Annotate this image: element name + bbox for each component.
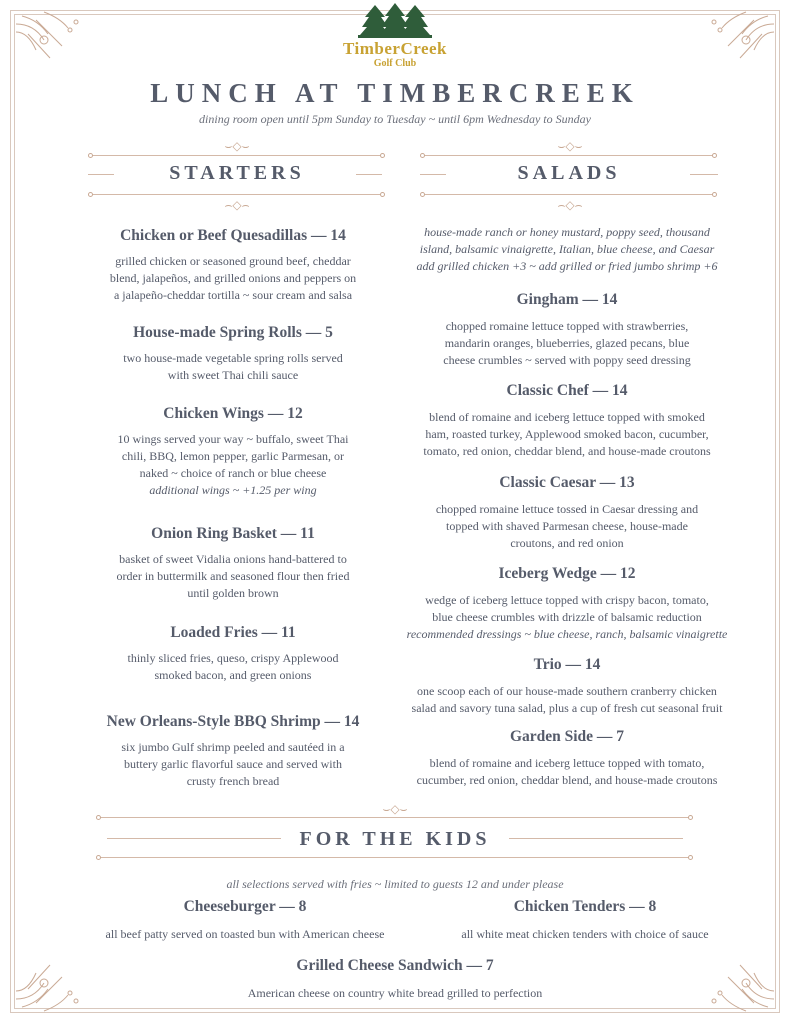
salad-name: Garden Side — 7 [509,728,625,745]
rule-dot [88,153,93,158]
kids-intro: all selections served with fries ~ limited to guests 12 and under please [226,877,564,891]
logo-line2: Golf Club [373,58,417,69]
rule-dot [688,815,693,820]
salads-rule-right [690,174,718,175]
starter-desc: 10 wings served your way ~ buffalo, sweet Thai chili, BBQ, lemon pepper, garlic Parmesan, or naked ~ choice of ranch or blue cheese additional wings ~ +1.25 per wing [117,432,349,497]
flourish-icon: ⌣◇⌣ [224,139,250,153]
rule-dot [88,192,93,197]
starter-desc: two house-made vegetable spring rolls served with sweet Thai chili sauce [123,351,343,382]
rule-dot [96,855,101,860]
tree-logo-icon [355,3,435,39]
kids-item-name: Chicken Tenders — 8 [513,898,657,915]
rule-dot [420,153,425,158]
starter-name: House-made Spring Rolls — 5 [133,324,333,341]
kids-rule-right [509,838,683,839]
salad-desc: blend of romaine and iceberg lettuce topped with smoked ham, roasted turkey, Applewood smoked bacon, cucumber, tomato, red onion, cheddar blend, and house-made croutons [423,410,711,458]
corner-ornament-bottom-left [14,953,86,1013]
salad-name: Classic Chef — 14 [506,382,628,399]
starter-desc: grilled chicken or seasoned ground beef, cheddar blend, jalapeños, and grilled onions and peppers on a jalapeño-cheddar tortilla ~ sour cream and salsa [109,254,357,302]
salads-dressing-intro: house-made ranch or honey mustard, poppy seed, thousand island, balsamic vinaigrette, Italian, blue cheese, and Caesar add grilled chicken +3 ~ add grilled or fried jumbo shrimp +6 [416,225,718,273]
starter-desc: six jumbo Gulf shrimp peeled and sautéed in a buttery garlic flavorful sauce and served with crusty french bread [121,740,345,788]
rule-dot [420,192,425,197]
starter-desc: thinly sliced fries, queso, crispy Applewood smoked bacon, and green onions [127,651,339,682]
rule-dot [712,192,717,197]
logo-line1: TimberCreek [342,39,448,58]
flourish-icon: ⌣◇⌣ [382,802,408,816]
flourish-icon: ⌢◇⌢ [224,198,250,212]
salad-desc: chopped romaine lettuce tossed in Caesar dressing and topped with shaved Parmesan cheese, house-made croutons, and red onion [435,502,699,550]
starter-name: Chicken or Beef Quesadillas — 14 [120,227,346,244]
starter-name: Chicken Wings — 12 [163,405,303,422]
page-subtitle: dining room open until 5pm Sunday to Tuesday ~ until 6pm Wednesday to Sunday [199,112,591,126]
starters-rule-top [92,155,382,156]
flourish-icon: ⌣◇⌣ [557,139,583,153]
salad-desc: blend of romaine and iceberg lettuce topped with tomato, cucumber, red onion, cheddar blend, and house-made croutons [416,756,718,787]
kids-item-name: Cheeseburger — 8 [183,898,307,915]
rule-dot [688,855,693,860]
kids-item-desc: American cheese on country white bread grilled to perfection [247,986,543,1000]
rule-dot [712,153,717,158]
salad-desc: one scoop each of our house-made southern cranberry chicken salad and savory tuna salad, plus a cup of fresh cut seasonal fruit [411,684,723,715]
kids-rule-top [100,817,690,818]
kids-title: FOR THE KIDS [299,828,491,850]
salad-desc: chopped romaine lettuce topped with strawberries, mandarin oranges, blueberries, glazed pecans, blue cheese crumbles ~ served with poppy seed dressing [443,319,691,367]
kids-item-desc: all beef patty served on toasted bun with American cheese [105,927,385,941]
salad-desc: wedge of iceberg lettuce topped with crispy bacon, tomato, blue cheese crumbles with drizzle of balsamic reduction recommended dressings ~ blue cheese, ranch, balsamic vinaigrette [406,593,728,641]
kids-item-desc: all white meat chicken tenders with choice of sauce [461,927,709,941]
salads-rule-top [424,155,714,156]
kids-item-name: Grilled Cheese Sandwich — 7 [296,957,494,974]
kids-rule-bottom [100,857,690,858]
salad-name: Iceberg Wedge — 12 [498,565,636,582]
starter-desc: basket of sweet Vidalia onions hand-battered to order in buttermilk and seasoned flour then fried until golden brown [116,552,350,600]
starter-name: Onion Ring Basket — 11 [151,525,315,542]
salad-name: Gingham — 14 [516,291,618,308]
salads-rule-bottom [424,194,714,195]
starters-title: STARTERS [169,162,305,184]
starters-rule-right [356,174,382,175]
salads-title: SALADS [517,162,621,184]
starter-name: New Orleans-Style BBQ Shrimp — 14 [106,713,360,730]
flourish-icon: ⌢◇⌢ [557,198,583,212]
starter-name: Loaded Fries — 11 [170,624,296,641]
salad-name: Trio — 14 [533,656,601,673]
page-title: LUNCH AT TIMBERCREEK [150,78,640,108]
rule-dot [96,815,101,820]
corner-ornament-bottom-right [704,953,776,1013]
starters-rule-bottom [92,194,382,195]
rule-dot [380,153,385,158]
salad-name: Classic Caesar — 13 [499,474,635,491]
rule-dot [380,192,385,197]
